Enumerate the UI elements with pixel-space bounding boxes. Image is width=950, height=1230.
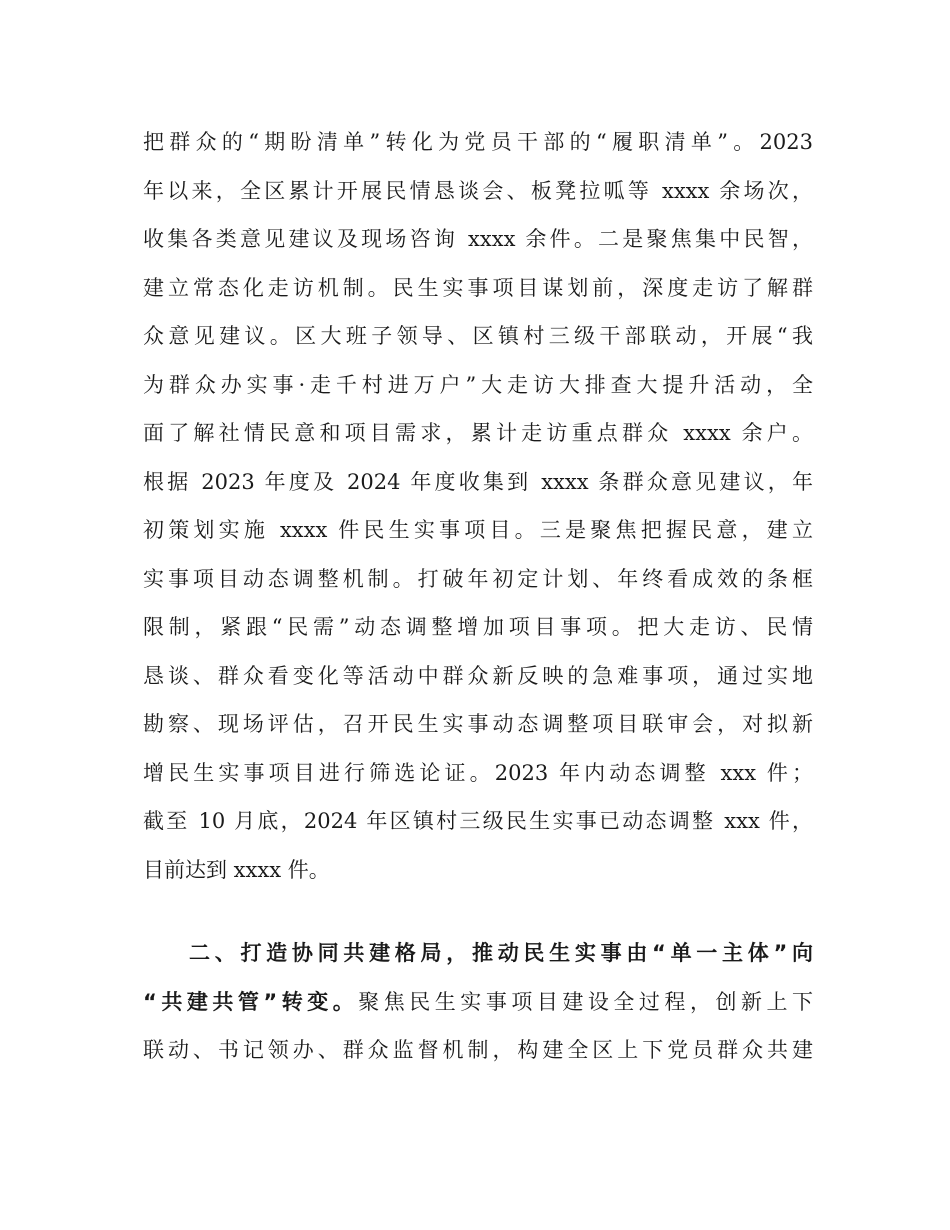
- paragraph-line: 面了解社情民意和项目需求，累计走访重点群众 xxxx 余户。: [143, 421, 813, 445]
- paragraph-line: 限制，紧跟“民需”动态调整增加项目事项。把大走访、民情: [143, 615, 813, 639]
- paragraph-line: 收集各类意见建议及现场咨询 xxxx 余件。二是聚焦集中民智，: [143, 227, 813, 251]
- body-paragraph-1: [143, 118, 813, 894]
- paragraph-line: 根据 2023 年度及 2024 年度收集到 xxxx 条群众意见建议，年: [143, 469, 813, 494]
- paragraph-line: 把群众的“期盼清单”转化为党员干部的“履职清单”。2023: [143, 130, 813, 154]
- paragraph-line: 年以来，全区累计开展民情恳谈会、板凳拉呱等 xxxx 余场次，: [143, 178, 813, 203]
- section-heading: 二、打造协同共建格局，推动民生实事由“单一主体”向: [189, 941, 813, 965]
- paragraph-line: 截至 10 月底，2024 年区镇村三级民生实事已动态调整 xxx 件，: [143, 809, 813, 833]
- paragraph-line: [143, 978, 813, 1027]
- paragraph-line: 勘察、现场评估，召开民生实事动态调整项目联审会，对拟新: [143, 712, 813, 736]
- paragraph-line-text: 聚焦民生实事项目建设全过程，创新上下: [358, 989, 814, 1014]
- section-heading-continued: “共建共管”转变。: [143, 989, 359, 1014]
- paragraph-line: 联动、书记领办、群众监督机制，构建全区上下党员群众共建: [143, 1038, 813, 1062]
- paragraph-line: 初策划实施 xxxx 件民生实事项目。三是聚焦把握民意，建立: [143, 518, 813, 542]
- paragraph-line: 实事项目动态调整机制。打破年初定计划、年终看成效的条框: [143, 566, 813, 591]
- paragraph-line: 增民生实事项目进行筛选论证。2023 年内动态调整 xxx 件；: [143, 760, 813, 785]
- paragraph-line: 众意见建议。区大班子领导、区镇村三级干部联动，开展“我: [143, 324, 813, 348]
- paragraph-line: 为群众办实事·走千村进万户”大走访大排查大提升活动，全: [143, 372, 813, 397]
- paragraph-line: 建立常态化走访机制。民生实事项目谋划前，深度走访了解群: [143, 275, 813, 300]
- body-paragraph-2: [143, 929, 813, 1075]
- paragraph-line: 恳谈、群众看变化等活动中群众新反映的急难事项，通过实地: [143, 663, 813, 688]
- paragraph-line: 目前达到 xxxx 件。: [143, 857, 330, 882]
